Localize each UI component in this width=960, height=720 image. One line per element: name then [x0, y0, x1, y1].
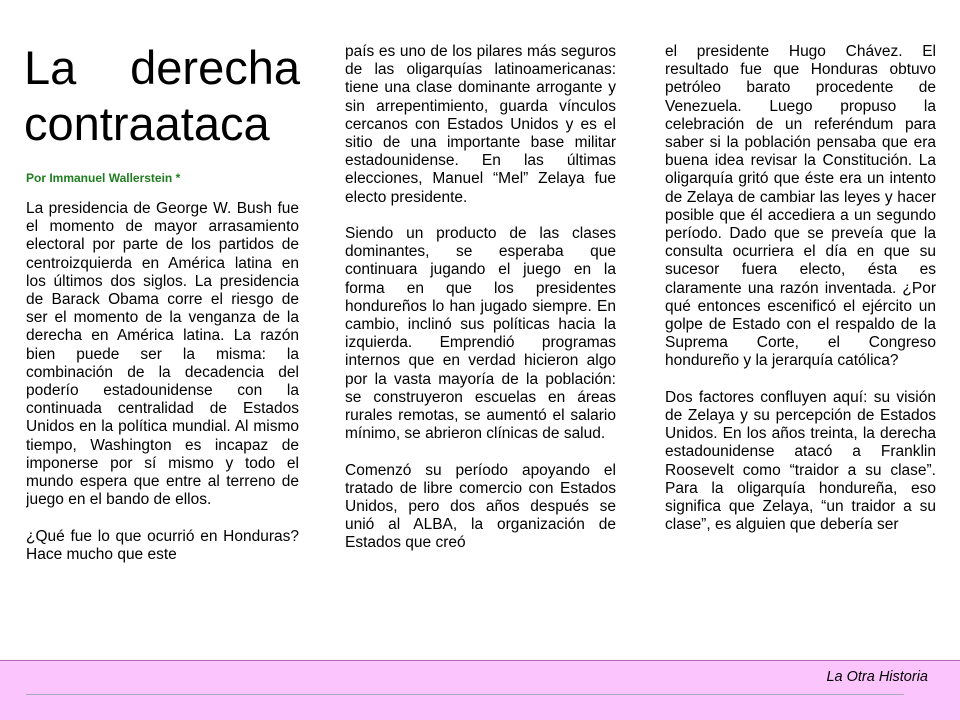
article-column-1: [26, 200, 299, 612]
article-byline: Por Immanuel Wallerstein *: [26, 171, 181, 185]
article-title-line-2: contraataca: [24, 97, 270, 150]
footer-rule: [26, 694, 904, 695]
article-title-line-1: La derecha: [24, 41, 300, 94]
article-paragraph: ¿Qué fue lo que ocurrió en Honduras? Hace mucho que este: [26, 527, 299, 563]
article-paragraph: Comenzó su período apoyando el tratado de libre comercio con Estados Unidos, pero dos años después se unió al ALBA, la organización de Estados que creó: [345, 461, 616, 552]
article-paragraph: La presidencia de George W. Bush fue el momento de mayor arrasamiento electoral por parte de los partidos de centroizquierda en América latina en los últimos dos siglos. La presidencia de Barack Obama corre el riesgo de ser el momento de la venganza de la derecha en América latina. La razón bien puede ser la misma: la combinación de la decadencia del poderío estadounidense con la continuada centralidad de Estados Unidos en la política mundial. Al mismo tiempo, Washington es incapaz de imponerse por sí mismo y todo el mundo espera que entre al terreno de juego en el bando de ellos.: [26, 200, 299, 509]
article-title: [24, 40, 300, 152]
article-paragraph: Siendo un producto de las clases dominantes, se esperaba que continuara jugando el juego en la forma en que los presidentes hondureños lo han jugado siempre. En cambio, inclinó sus políticas hacia la izquierda. Emprendió programas internos que en verdad hicieron algo por la vasta mayoría de la población: se construyeron escuelas en áreas rurales remotas, se aumentó el salario mínimo, se abrieron clínicas de salud.: [345, 225, 616, 443]
article-paragraph: país es uno de los pilares más seguros de las oligarquías latinoamericanas: tiene una clase dominante arrogante y sin arrepentimiento, guarda vínculos cercanos con Estados Unidos y es el sitio de una importante base militar estadounidense. En las últimas elecciones, Manuel “Mel” Zelaya fue electo presidente.: [345, 43, 616, 206]
article-column-3: [665, 43, 936, 603]
article-paragraph: Dos factores confluyen aquí: su visión de Zelaya y su percepción de Estados Unidos. En los años treinta, la derecha estadounidense atacó a Franklin Roosevelt como “traidor a su clase”. Para la oligarquía hondureña, eso significa que Zelaya, “un traidor a su clase”, es alguien que debería ser: [665, 388, 936, 534]
article-paragraph: el presidente Hugo Chávez. El resultado fue que Honduras obtuvo petróleo barato procedente de Venezuela. Luego propuso la celebración de un referéndum para saber si la población pensaba que era buena idea revisar la Constitución. La oligarquía gritó que éste era un intento de Zelaya de cambiar las leyes y hacer posible que él accediera a un segundo período. Dado que se preveía que la consulta ocurriera el día en que su sucesor fuera electo, ésta es claramente una razón inventada. ¿Por qué entonces escenificó el ejército un golpe de Estado con el respaldo de la Suprema Corte, el Congreso hondureño y la jerarquía católica?: [665, 43, 936, 370]
footer-band: [0, 660, 960, 720]
footer-publication-label: La Otra Historia: [826, 669, 928, 685]
article-column-2: [345, 43, 616, 603]
